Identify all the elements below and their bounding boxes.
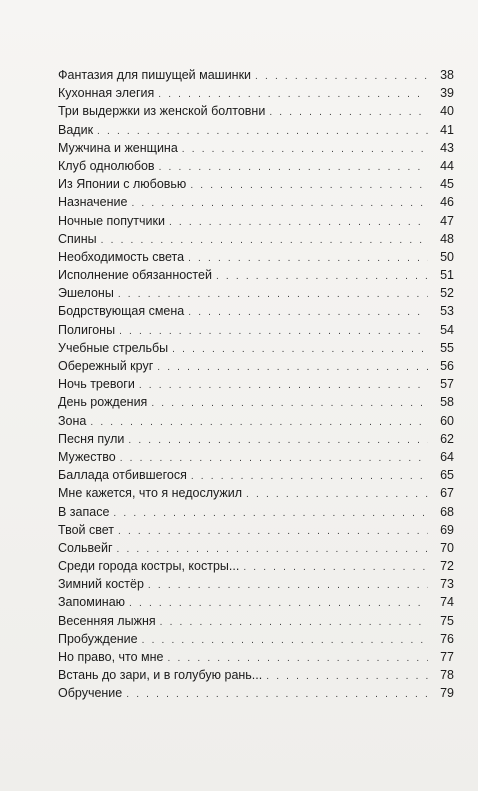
toc-entry-page-number: 53 [440,304,454,319]
toc-entry-title: Исполнение обязанностей [58,268,212,283]
toc-entry-title: Твой свет [58,522,115,537]
toc-entry-title: Спины [58,231,97,246]
toc-entry [58,102,454,120]
toc-entry-page-number: 46 [440,195,454,210]
toc-entry-title: Но право, что мне [58,650,164,664]
toc-entry-page-number: 67 [440,486,454,501]
toc-entry-title: Бодрствующая смена [58,304,185,319]
toc-entry-page-number: 47 [440,213,454,228]
toc-entry-title: Зона [58,413,87,428]
toc-entry [58,139,454,157]
toc-entry [58,212,454,230]
toc-entry-title: Баллада отбившегося [58,468,187,483]
toc-entry [58,157,454,175]
toc-entry-page-number: 78 [440,668,454,683]
toc-entry-title: Из Японии с любовью [58,177,187,192]
dot-leader [126,686,428,704]
toc-entry-title: Фантазия для пишущей машинки [58,68,252,82]
toc-entry [58,612,454,630]
toc-entry-page-number: 69 [440,522,454,537]
toc-entry-page-number: 73 [440,577,454,592]
toc-entry-page-number: 55 [440,340,454,355]
toc-entry [58,393,454,411]
toc-entry [58,557,454,575]
toc-entry-title: Кухонная элегия [58,86,155,101]
toc-entry-title: Назначение [58,195,128,210]
toc-entry-title: Ночь тревоги [58,377,135,392]
toc-entry-title: День рождения [58,395,148,410]
toc-entry [58,302,454,320]
toc-entry [58,448,454,466]
toc-entry [58,284,454,302]
toc-entry-page-number: 44 [440,158,454,173]
toc-entry-page-number: 45 [440,177,454,192]
toc-entry [58,503,454,521]
toc-entry-page-number: 58 [440,395,454,410]
toc-entry-page-number: 79 [440,686,454,701]
toc-entry-title: Обережный круг [58,359,154,373]
toc-entry-title: Среди города костры, костры... [58,559,240,574]
toc-entry-page-number: 62 [440,431,454,446]
toc-entry-page-number: 72 [440,559,454,574]
toc-entry [58,339,454,357]
toc-entry-title: Мужество [58,449,116,464]
toc-entry [58,357,454,375]
toc-entry [58,266,454,284]
toc-entry [58,575,454,593]
toc-entry-page-number: 43 [440,140,454,155]
toc-entry-title: Учебные стрельбы [58,340,169,355]
toc-entry [58,193,454,211]
toc-entry [58,521,454,539]
toc-entry [58,375,454,393]
toc-entry-page-number: 68 [440,504,454,519]
toc-entry [58,412,454,430]
toc-entry [58,430,454,448]
toc-entry-title: Встань до зари, и в голубую рань... [58,668,263,683]
toc-entry [58,466,454,484]
toc-entry-title: Обручение [58,686,123,701]
toc-entry-page-number: 52 [440,286,454,301]
toc-entry [58,66,454,84]
toc-entry-page-number: 77 [440,650,454,664]
table-of-contents [58,66,454,703]
toc-entry-title: Эшелоны [58,286,114,301]
toc-entry-title: Сольвейг [58,540,113,555]
toc-entry [58,666,454,684]
toc-entry [58,484,454,502]
toc-entry-title: В запасе [58,504,110,519]
toc-entry-title: Песня пули [58,431,125,446]
toc-entry-page-number: 57 [440,377,454,392]
toc-entry [58,648,454,666]
toc-entry-page-number: 65 [440,468,454,483]
toc-entry [58,175,454,193]
toc-entry-page-number: 54 [440,322,454,337]
toc-entry-page-number: 56 [440,359,454,373]
toc-entry-page-number: 75 [440,613,454,628]
toc-entry-title: Мне кажется, что я недослужил [58,486,243,501]
toc-entry-page-number: 51 [440,268,454,283]
toc-entry-title: Три выдержки из женской болтовни [58,104,266,119]
toc-entry-page-number: 64 [440,449,454,464]
toc-entry-title: Вадик [58,122,94,137]
toc-entry [58,684,454,702]
toc-entry-page-number: 38 [440,68,454,82]
toc-entry-page-number: 48 [440,231,454,246]
toc-entry-page-number: 39 [440,86,454,101]
toc-entry-page-number: 70 [440,540,454,555]
toc-entry-page-number: 74 [440,595,454,610]
toc-entry-title: Зимний костёр [58,577,144,592]
toc-entry [58,230,454,248]
toc-entry-title: Полигоны [58,322,116,337]
toc-entry-title: Ночные попутчики [58,213,165,228]
toc-entry-title: Пробуждение [58,631,138,646]
toc-entry-page-number: 60 [440,413,454,428]
toc-entry [58,539,454,557]
toc-entry-title: Необходимость света [58,249,185,264]
toc-entry-title: Клуб однолюбов [58,158,155,173]
toc-entry-page-number: 41 [440,122,454,137]
toc-entry-page-number: 76 [440,631,454,646]
toc-entry [58,248,454,266]
toc-entry [58,630,454,648]
toc-entry-page-number: 50 [440,249,454,264]
toc-entry-title: Запоминаю [58,595,126,610]
toc-entry-title: Мужчина и женщина [58,140,178,155]
toc-entry-title: Весенняя лыжня [58,613,156,628]
toc-entry [58,84,454,102]
toc-entry [58,121,454,139]
toc-entry [58,321,454,339]
toc-entry [58,593,454,611]
toc-entry-page-number: 40 [440,104,454,119]
